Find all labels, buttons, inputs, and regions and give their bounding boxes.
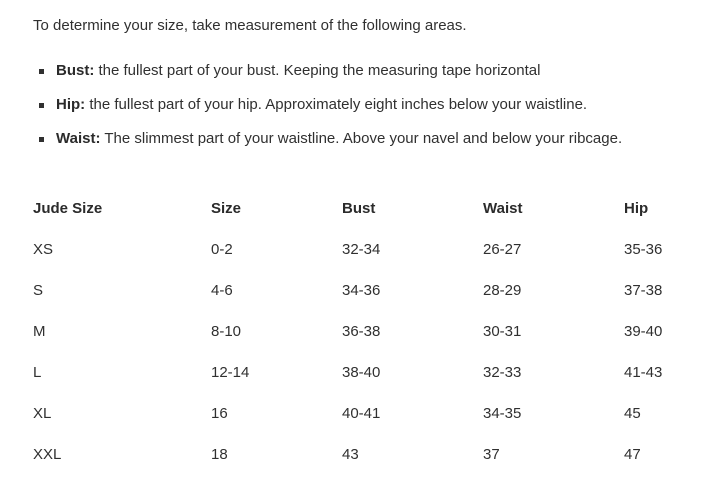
- cell-hip: 39-40: [624, 323, 663, 340]
- measurement-instructions: [33, 61, 622, 163]
- bullet-term: Hip:: [56, 96, 86, 113]
- cell-bust: 34-36: [342, 282, 381, 299]
- table-row: [33, 270, 704, 311]
- cell-waist: 28-29: [483, 282, 522, 299]
- cell-size: 0-2: [211, 241, 233, 258]
- cell-size: 16: [211, 405, 228, 422]
- bullet-term: Bust:: [56, 62, 95, 79]
- bullet-square-icon: [39, 137, 44, 142]
- cell-size: 4-6: [211, 282, 233, 299]
- bullet-waist: [33, 129, 622, 163]
- cell-waist: 32-33: [483, 364, 522, 381]
- bullet-text: the fullest part of your hip. Approximately eight inches below your waistline.: [85, 96, 588, 113]
- cell-size: 18: [211, 446, 228, 463]
- bullet-term: Waist:: [56, 130, 101, 147]
- bullet-bust: [33, 61, 622, 95]
- table-row: [33, 311, 704, 352]
- cell-jude-size: XXL: [33, 446, 62, 463]
- header-waist: Waist: [483, 200, 523, 217]
- header-bust: Bust: [342, 200, 376, 217]
- bullet-text: the fullest part of your bust. Keeping the measuring tape horizontal: [94, 62, 541, 79]
- header-jude-size: Jude Size: [33, 200, 103, 217]
- cell-size: 8-10: [211, 323, 242, 340]
- size-chart-table: [33, 188, 704, 475]
- cell-bust: 32-34: [342, 241, 381, 258]
- cell-bust: 43: [342, 446, 359, 463]
- cell-waist: 30-31: [483, 323, 522, 340]
- table-header-row: [33, 188, 704, 229]
- cell-bust: 40-41: [342, 405, 381, 422]
- cell-bust: 38-40: [342, 364, 381, 381]
- table-row: [33, 352, 704, 393]
- cell-jude-size: XS: [33, 241, 54, 258]
- table-row: [33, 229, 704, 270]
- bullet-square-icon: [39, 69, 44, 74]
- bullet-hip: [33, 95, 622, 129]
- cell-hip: 35-36: [624, 241, 663, 258]
- header-hip: Hip: [624, 200, 649, 217]
- cell-hip: 41-43: [624, 364, 663, 381]
- cell-size: 12-14: [211, 364, 250, 381]
- cell-bust: 36-38: [342, 323, 381, 340]
- cell-hip: 47: [624, 446, 641, 463]
- cell-hip: 37-38: [624, 282, 663, 299]
- bullet-square-icon: [39, 103, 44, 108]
- cell-jude-size: M: [33, 323, 46, 340]
- header-size: Size: [211, 200, 242, 217]
- bullet-text: The slimmest part of your waistline. Above your navel and below your ribcage.: [100, 130, 623, 147]
- cell-jude-size: S: [33, 282, 44, 299]
- intro-text: To determine your size, take measurement of the following areas.: [33, 17, 467, 34]
- table-row: [33, 434, 704, 475]
- table-row: [33, 393, 704, 434]
- cell-jude-size: L: [33, 364, 42, 381]
- cell-waist: 34-35: [483, 405, 522, 422]
- cell-waist: 26-27: [483, 241, 522, 258]
- cell-waist: 37: [483, 446, 500, 463]
- cell-jude-size: XL: [33, 405, 52, 422]
- cell-hip: 45: [624, 405, 641, 422]
